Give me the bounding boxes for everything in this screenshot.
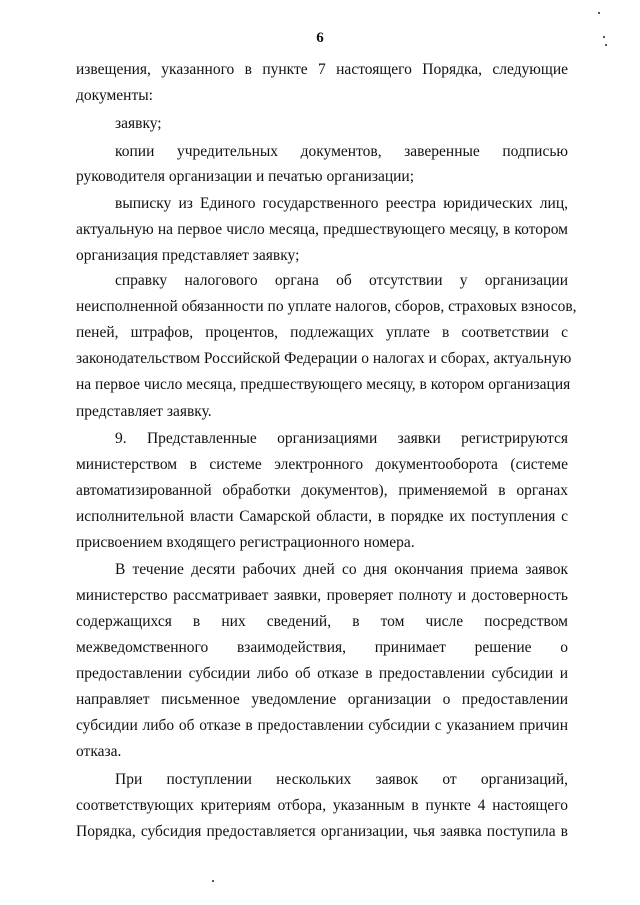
page-number: 6: [316, 30, 324, 46]
scan-speck: [605, 44, 607, 46]
text-line: министерство рассматривает заявки, проверяет полноту и достоверность: [76, 587, 568, 604]
text-line: предоставлении субсидии либо об отказе в предоставлении субсидии и: [76, 665, 568, 682]
text-line: на первое число месяца, предшествующего месяцу, в котором организация: [76, 376, 571, 393]
text-line: копии учредительных документов, заверенные подписью: [115, 143, 568, 160]
text-line: При поступлении нескольких заявок от организаций,: [115, 771, 568, 788]
text-line: неисполненной обязанности по уплате налогов, сборов, страховых взносов,: [76, 298, 577, 315]
text-line: заявку;: [115, 115, 162, 132]
text-line: автоматизированной обработки документов), применяемой в органах: [76, 482, 568, 499]
text-line: присвоением входящего регистрационного номера.: [76, 534, 415, 551]
text-line: министерством в системе электронного документооборота (системе: [76, 456, 568, 473]
text-line: исполнительной власти Самарской области, в порядке их поступления с: [76, 508, 568, 525]
text-line: В течение десяти рабочих дней со дня окончания приема заявок: [115, 561, 568, 578]
text-line: межведомственного взаимодействия, принимает решение о: [76, 639, 568, 656]
text-line: документы:: [76, 87, 153, 104]
text-line: соответствующих критериям отбора, указанным в пункте 4 настоящего: [76, 797, 568, 814]
text-line: руководителя организации и печатью организации;: [76, 168, 415, 185]
text-line: представляет заявку.: [76, 403, 212, 420]
text-line: направляет письменное уведомление организации о предоставлении: [76, 691, 568, 708]
scan-speck: [212, 880, 214, 882]
text-line: Порядка, субсидия предоставляется организации, чья заявка поступила в: [76, 823, 568, 840]
text-line: субсидии либо об отказе в предоставлении субсидии с указанием причин: [76, 717, 568, 734]
text-line: актуальную на первое число месяца, предшествующего месяцу, в котором: [76, 221, 568, 238]
text-line: организация представляет заявку;: [76, 247, 300, 264]
text-line: пеней, штрафов, процентов, подлежащих уплате в соответствии с: [76, 324, 568, 341]
text-line: справку налогового органа об отсутствии у организации: [115, 272, 568, 289]
text-line: 9. Представленные организациями заявки регистрируются: [115, 430, 568, 447]
scan-speck: [603, 36, 605, 38]
text-line: выписку из Единого государственного реестра юридических лиц,: [115, 195, 568, 212]
text-line: содержащихся в них сведений, в том числе посредством: [76, 613, 568, 630]
scan-speck: [598, 12, 600, 14]
text-line: законодательством Российской Федерации о налогах и сборах, актуальную: [76, 350, 572, 367]
text-line: отказа.: [76, 743, 122, 760]
text-line: извещения, указанного в пункте 7 настоящего Порядка, следующие: [76, 61, 568, 78]
